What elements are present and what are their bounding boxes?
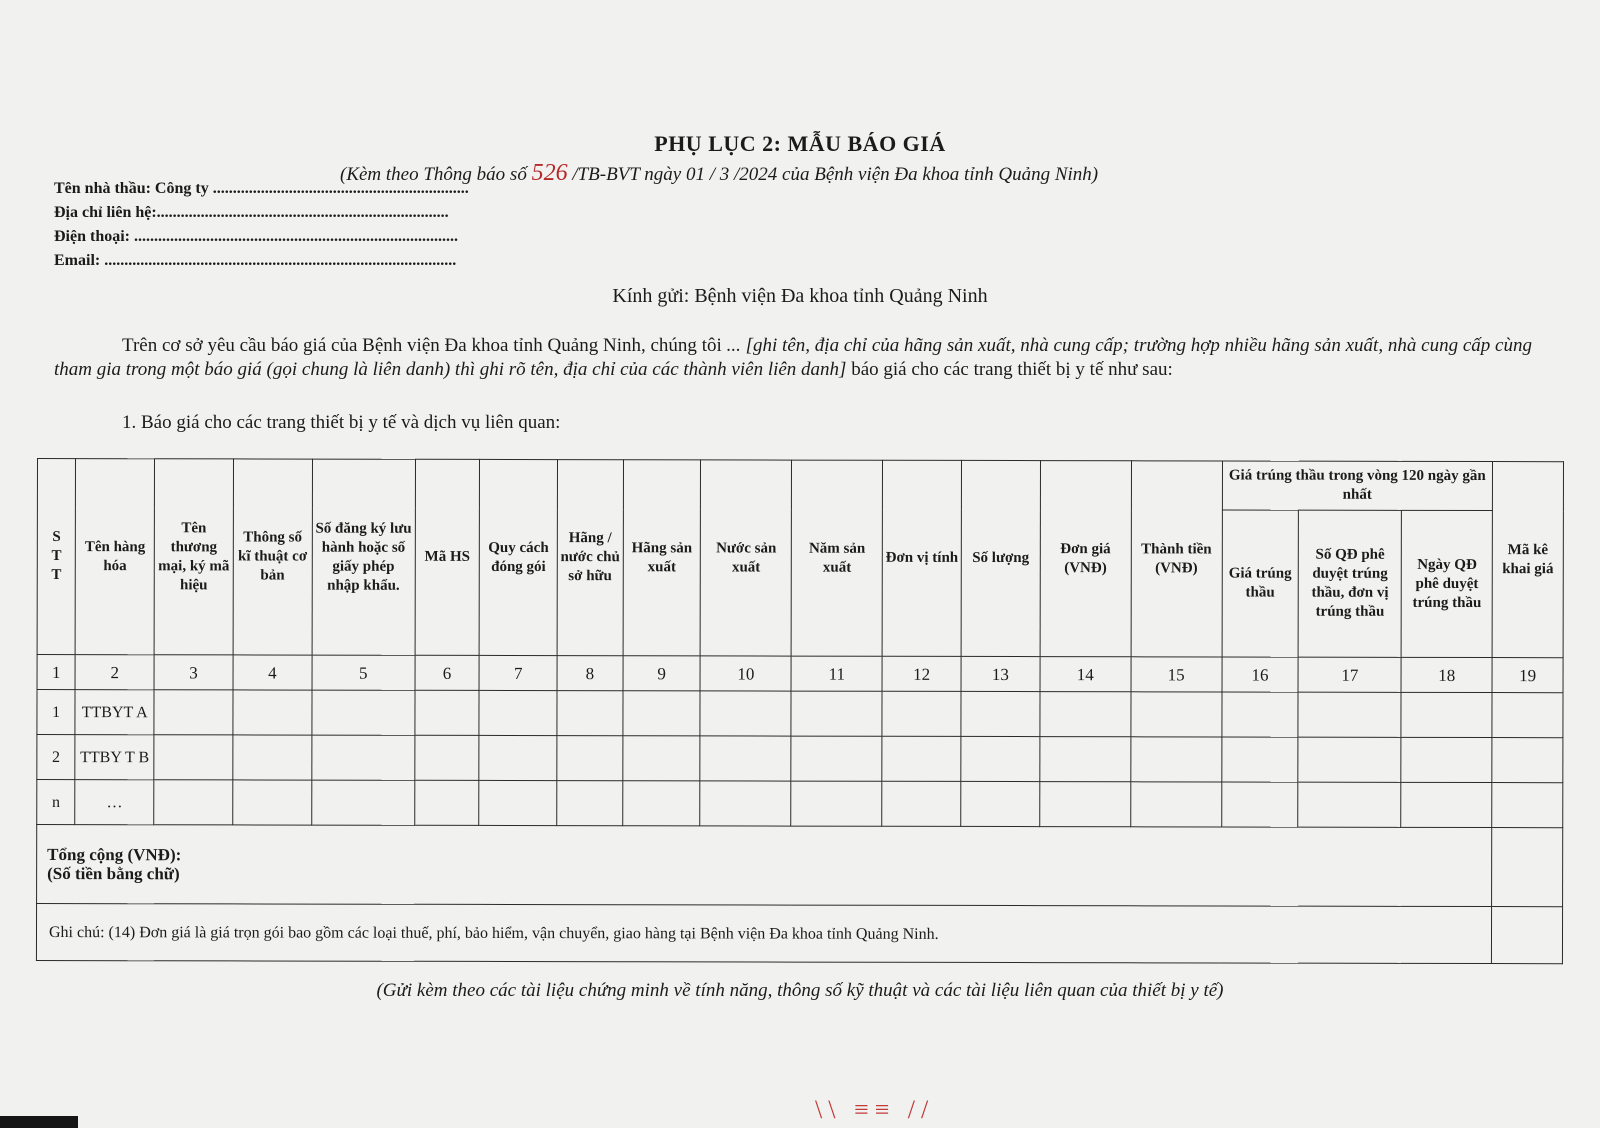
column-number: 16 xyxy=(1222,657,1299,692)
header-thong-so: Thông số kĩ thuật cơ bản xyxy=(233,459,312,655)
header-gia-trung-thau: Giá trúng thầu xyxy=(1222,510,1299,657)
contractor-name-line: Tên nhà thầu: Công ty ................................................................ xyxy=(54,180,469,197)
column-number: 7 xyxy=(479,655,557,690)
header-quy-cach: Quy cách đóng gói xyxy=(479,459,557,655)
column-number: 13 xyxy=(961,656,1040,691)
contractor-email-line: Email: ........................................................................................ xyxy=(54,252,457,269)
header-don-vi-tinh: Đơn vị tính xyxy=(882,460,961,656)
header-ngay-qd: Ngày QĐ phê duyệt trúng thầu xyxy=(1401,510,1492,657)
column-number: 8 xyxy=(557,656,623,691)
column-number: 12 xyxy=(882,656,961,691)
column-number: 3 xyxy=(154,655,233,690)
greeting-line: Kính gửi: Bệnh viện Đa khoa tỉnh Quảng Ninh xyxy=(612,285,988,307)
column-number: 14 xyxy=(1040,657,1131,692)
header-nam-san-xuat: Năm sản xuất xyxy=(791,460,882,656)
column-number: 18 xyxy=(1401,657,1492,692)
column-number: 1 xyxy=(37,655,75,690)
header-don-gia: Đơn giá (VNĐ) xyxy=(1040,461,1131,657)
row-stt: 2 xyxy=(37,735,75,780)
intro-lead: Trên cơ sở yêu cầu báo giá của Bệnh viện Đa khoa tỉnh Quảng Ninh, chúng tôi xyxy=(122,335,727,356)
column-number: 2 xyxy=(75,655,154,690)
header-nuoc-san-xuat: Nước sản xuất xyxy=(701,460,792,656)
total-cell xyxy=(37,825,1492,907)
header-so-dang-ky: Số đăng ký lưu hành hoặc số giấy phép nhập khẩu. xyxy=(312,459,415,655)
subtitle-prefix: (Kèm theo Thông báo số xyxy=(340,164,527,185)
table-row xyxy=(37,690,1563,738)
column-number: 15 xyxy=(1131,657,1222,692)
header-so-luong: Số lượng xyxy=(961,460,1040,656)
column-number: 5 xyxy=(312,655,415,690)
total-in-words-label: (Số tiền bằng chữ) xyxy=(47,864,180,884)
intro-paragraph xyxy=(54,334,1532,382)
contractor-phone-line: Điện thoại: ................................................................................. xyxy=(54,228,458,245)
header-stt: S T T xyxy=(37,459,76,655)
intro-tail: báo giá cho các trang thiết bị y tế như sau: xyxy=(846,359,1173,380)
header-ten-thuong-mai: Tên thương mại, ký mã hiệu xyxy=(154,459,233,655)
column-number: 19 xyxy=(1492,658,1563,693)
intro-instruction: ... [ghi tên, địa chỉ của hãng sản xuất, nhà cung cấp; trường hợp nhiều hãng sản xuất, nhà cung cấp cùng tham gia trong một báo giá (gọi chung là liên danh) thì ghi rõ tên, địa chỉ của các thành viên liên danh] xyxy=(54,335,1532,380)
contractor-address-line: Địa chỉ liên hệ:......................................................................... xyxy=(54,204,449,221)
table-row xyxy=(37,780,1563,828)
row-stt: n xyxy=(37,780,75,825)
header-hang-san-xuat: Hãng sản xuất xyxy=(623,460,701,656)
row-item-name: TTBY T B xyxy=(75,735,154,780)
header-ma-hs: Mã HS xyxy=(415,459,480,655)
header-row-top xyxy=(37,459,1563,511)
column-number: 9 xyxy=(623,656,701,691)
header-so-qd: Số QĐ phê duyệt trúng thầu, đơn vị trúng thầu xyxy=(1298,510,1401,657)
subtitle-suffix: /TB-BVT ngày 01 / 3 /2024 của Bệnh viện Đa khoa tỉnh Quảng Ninh) xyxy=(572,164,1099,185)
column-number: 4 xyxy=(233,655,312,690)
column-number: 17 xyxy=(1298,657,1401,692)
section-heading: 1. Báo giá cho các trang thiết bị y tế và dịch vụ liên quan: xyxy=(122,412,561,433)
scan-edge-mark xyxy=(0,1116,78,1128)
table-row xyxy=(37,735,1563,783)
column-number: 11 xyxy=(791,656,882,691)
quotation-table xyxy=(36,458,1564,964)
column-number: 10 xyxy=(700,656,791,691)
attachment-note: (Gửi kèm theo các tài liệu chứng minh về tính năng, thông số kỹ thuật và các tài liệu liên quan của thiết bị y tế) xyxy=(376,980,1224,1001)
note-row xyxy=(36,904,1562,964)
total-label: Tổng cộng (VNĐ): xyxy=(47,845,182,865)
document-subtitle xyxy=(340,160,1280,187)
row-item-name: TTBYT A xyxy=(75,690,154,735)
row-item-name: … xyxy=(75,780,154,825)
header-ten-hang-hoa: Tên hàng hóa xyxy=(75,459,154,655)
handwritten-notice-number: 526 xyxy=(531,160,568,186)
document-title: PHỤ LỤC 2: MẪU BÁO GIÁ xyxy=(654,131,946,156)
row-stt: 1 xyxy=(37,690,75,735)
header-group-gia-trung-thau: Giá trúng thầu trong vòng 120 ngày gần nhất xyxy=(1222,461,1493,511)
header-hang-nuoc-chu: Hãng / nước chủ sở hữu xyxy=(557,460,623,656)
column-number: 6 xyxy=(415,655,480,690)
header-thanh-tien: Thành tiền (VNĐ) xyxy=(1131,461,1222,657)
column-number-row xyxy=(37,655,1563,693)
note-text: Ghi chú: (14) Đơn giá là giá trọn gói bao gồm các loại thuế, phí, bảo hiểm, vận chuyển, giao hàng tại Bệnh viện Đa khoa tỉnh Quảng Ninh. xyxy=(36,904,1491,964)
red-stamp-mark: \\ ≡≡ // xyxy=(815,1095,935,1124)
header-ma-ke-khai: Mã kê khai giá xyxy=(1492,462,1563,658)
total-row xyxy=(37,825,1563,907)
